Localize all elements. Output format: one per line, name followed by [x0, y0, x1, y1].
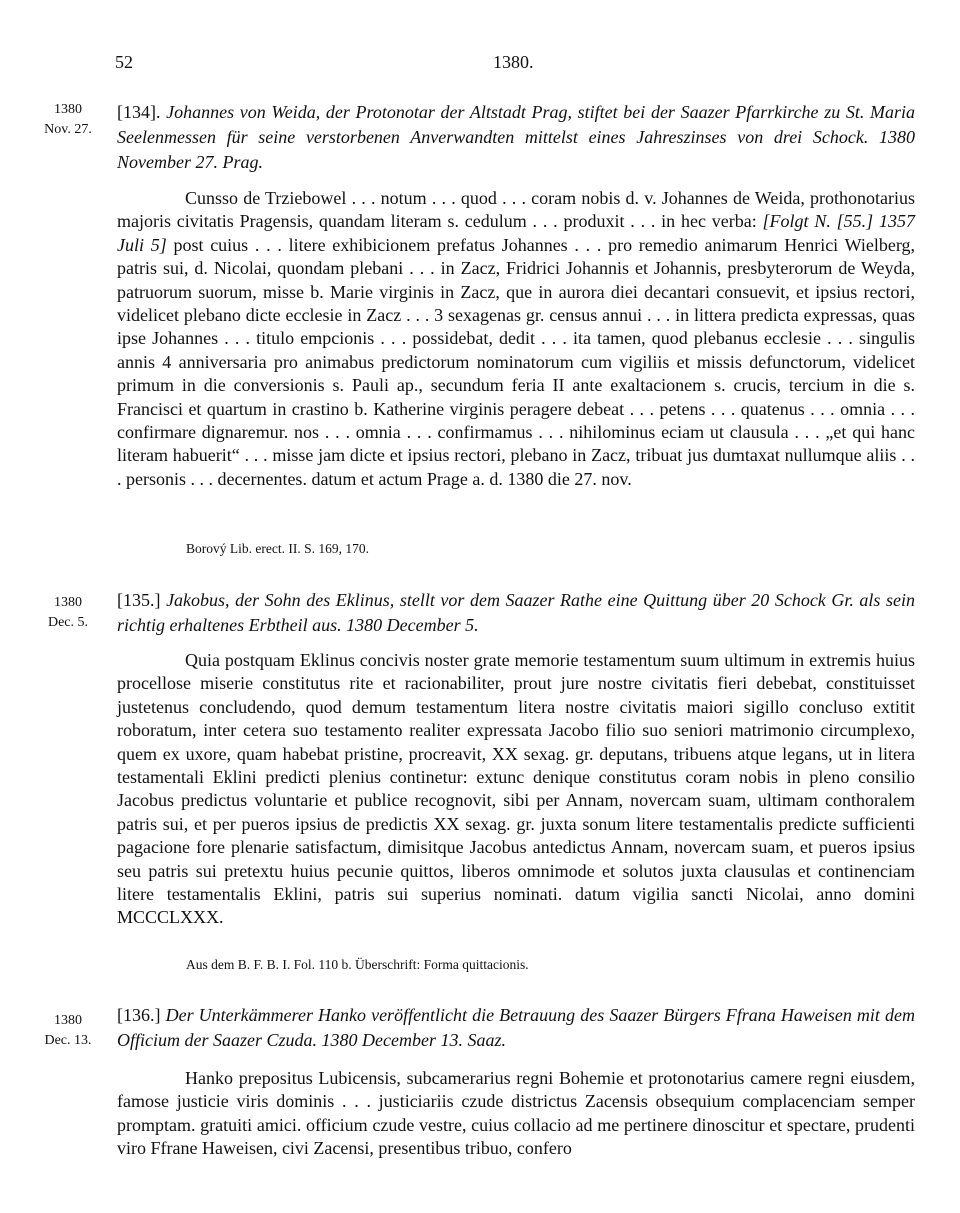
running-head-year: 1380.: [493, 52, 534, 72]
entry-title: [117, 588, 915, 638]
entry-regest: Jakobus, der Sohn des Eklinus, stellt vor dem Saazer Rathe eine Quittung über 20 Schock Gr. als sein richtig erhaltenes Erbtheil aus. 1380 December 5.: [117, 590, 915, 635]
margin-day: Dec. 13.: [44, 1033, 92, 1048]
entry-text: Quia postquam Eklinus concivis noster grate memorie testamentum suum ultimum in extremis huius procellose miserie constitutus rite et racionabiliter, prout jure nostre civitatis fieri debebat, constituisset justetenus concludendo, quod demum testamentum litera nostre civitatis maiori sigillo concluso extitit roboratum, inter cetera suo testamento realiter expressata Jacobo filio suo seniori matrimonio circumplexo, quem ex uxore, quam habebat pristine, procreavit, XX sexag. gr. deputans, tribuens atque legans, ut in litera testamentali Eklini predicti plenius continetur: extunc denique constitutus coram nobis in pleno consilio Jacobus predictus voluntarie et publice recognovit, sibi per Annam, novercam suam, ultimam conthoralem patris sui, et per pueros ipsius de predictis XX sexag. gr. juxta sonum litere testamentalis predicte sufficienti pagacione fore plenarie satisfactum, dimisitque Jacobus antedictus Annam, novercam suam, et pueros ipsius seu patris sui pretextu huius pecunie quittos, liberos omnimode et solutos juxta clausulas et continenciam litere testamentalis Eklini, patris sui superius nominati. datum vigilia sancti Nicolai, anno domini MCCCLXXX.: [117, 650, 915, 928]
entry-text-part-2: post cuius . . . litere exhibicionem prefatus Johannes . . . pro remedio animarum Henrici Wielberg, patris sui, d. Nicolai, quondam plebani . . . in Zacz, Fridrici Johannis et Johannis, presbyterorum de Weyda, patruorum suorum, misse b. Marie virginis in Zacz, que in aurora diei decantari consuevit, et ipsius rectori, videlicet plebano dicte ecclesie in Zacz . . . 3 sexagenas gr. census annui . . . in littera predicta expressas, quas ipse Johannes . . . titulo empcionis . . . possidebat, dedit . . . ita tamen, quod plebanus ecclesie . . . singulis annis 4 anniversaria pro animabus predictorum nominatorum cum vigiliis et missis defunctorum, videlicet primum in die conversionis s. Pauli ap., secundum feria II ante exaltacionem s. crucis, tercium in die s. Francisci et quartum in crastino b. Katherine virginis peragere debeat . . . petens . . . quatenus . . . omnia . . . confirmare dignaremur. nos . . . omnia . . . confirmamus . . . nihilominus eciam ut clausula . . . „et qui hanc literam habuerit“ . . . misse jam dicte et ipsius rectori, plebano in Zacz, tribuat jus dumtaxat nullumque aliis . . . personis . . . decernentes. datum et actum Prage a. d. 1380 die 27. nov.: [117, 234, 916, 489]
margin-date: [28, 1011, 108, 1051]
margin-day: Dec. 5.: [47, 615, 89, 630]
margin-date: [28, 593, 108, 633]
entry-regest: Der Unterkämmerer Hanko veröffentlicht die Betrauung des Saazer Bürgers Ffrana Haweisen mit dem Officium der Saazer Czuda. 1380 December 13. Saaz.: [117, 1005, 915, 1050]
entry-number: [134].: [117, 102, 161, 122]
margin-year: 1380: [54, 1013, 82, 1028]
source-note: Aus dem B. F. B. I. Fol. 110 b. Überschrift: Forma quittacionis.: [186, 957, 529, 972]
margin-year: 1380: [54, 102, 82, 117]
entry-number: [136.]: [117, 1005, 161, 1025]
margin-year: 1380: [54, 595, 82, 610]
cross-reference: [Folgt N. [55.] 1357 Juli 5]: [117, 211, 915, 255]
entry-title: [117, 1003, 915, 1053]
source-note: Borový Lib. erect. II. S. 169, 170.: [186, 541, 369, 556]
page-number: 52: [115, 52, 133, 72]
margin-date: [28, 100, 108, 140]
page-header: [0, 52, 960, 80]
entry-text: [117, 187, 915, 491]
entry-regest: Johannes von Weida, der Protonotar der Altstadt Prag, stiftet bei der Saazer Pfarrkirche zu St. Maria Seelenmessen für seine verstorbenen Anverwandten mittelst eines Jahreszinses von drei Schock. 1380 November 27. Prag.: [117, 102, 915, 172]
entry-number: [135.]: [117, 590, 161, 610]
entry-title: [117, 100, 915, 175]
entry-text: Hanko prepositus Lubicensis, subcamerarius regni Bohemie et protonotarius camere regni eiusdem, famose justicie viris dominis . . . justiciariis czude districtus Zacensis obsequium complacenciam semper promptam. gratuiti amici. officium czude vestre, cuius collacio ad me pertinere dinoscitur et spectare, prudenti viro Ffrane Haweisen, civi Zacensi, presentibus tribuo, confero: [117, 1068, 915, 1159]
entry-text-part-1: Cunsso de Trziebowel . . . notum . . . quod . . . coram nobis d. v. Johannes de Weida, prothonotarius majoris civitatis Pragensis, quandam literam s. cedulum . . . produxit . . . in hec verba:: [117, 188, 915, 232]
margin-day: Nov. 27.: [44, 122, 92, 137]
